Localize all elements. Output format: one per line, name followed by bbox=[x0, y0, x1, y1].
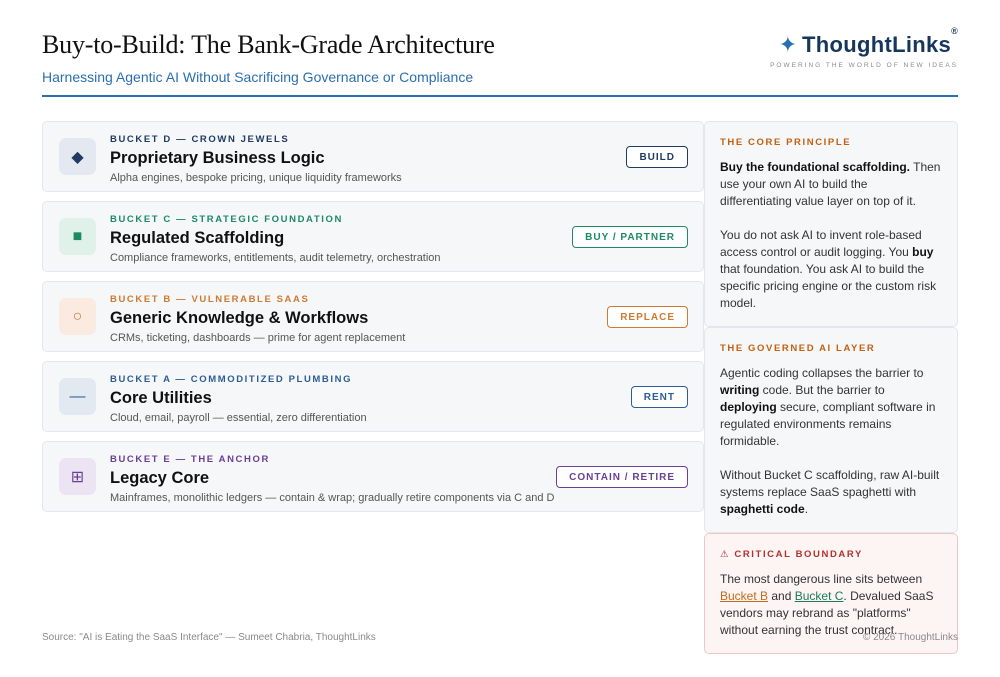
bucket-kicker: BUCKET B — VULNERABLE SAAS bbox=[110, 294, 310, 305]
dash-icon: — bbox=[59, 378, 96, 415]
rent-button[interactable]: RENT bbox=[631, 386, 688, 408]
bucket-c-card bbox=[42, 201, 704, 272]
contain-retire-button[interactable]: CONTAIN / RETIRE bbox=[556, 466, 688, 488]
header bbox=[42, 26, 958, 96]
warning-icon: ⚠ bbox=[720, 549, 731, 560]
bucket-title: Proprietary Business Logic bbox=[110, 149, 325, 167]
bucket-d-card bbox=[42, 121, 704, 192]
bucket-title: Generic Knowledge & Workflows bbox=[110, 309, 369, 327]
page-subtitle: Harnessing Agentic AI Without Sacrificing Governance or Compliance bbox=[42, 69, 474, 85]
header-divider bbox=[42, 95, 958, 97]
bucket-a-card bbox=[42, 361, 704, 432]
bucket-description: Compliance frameworks, entitlements, audit telemetry, orchestration bbox=[110, 252, 441, 264]
replace-button[interactable]: REPLACE bbox=[607, 306, 688, 328]
bucket-description: Mainframes, monolithic ledgers — contain & wrap; gradually retire components via C and D bbox=[110, 492, 555, 504]
bucket-b-link[interactable]: Bucket B bbox=[720, 589, 769, 603]
grid-icon: ⊞ bbox=[59, 458, 96, 495]
brand-logo bbox=[770, 26, 958, 69]
page-title: Buy-to-Build: The Bank-Grade Architecture bbox=[42, 30, 495, 59]
build-button[interactable]: BUILD bbox=[626, 146, 688, 168]
bucket-title: Regulated Scaffolding bbox=[110, 229, 285, 247]
copyright: © 2026 ThoughtLinks bbox=[862, 632, 958, 643]
bucket-kicker: BUCKET E — THE ANCHOR bbox=[110, 454, 270, 465]
panel-kicker: ⚠ CRITICAL BOUNDARY bbox=[720, 549, 863, 560]
source-note: Source: "AI is Eating the SaaS Interface" — Sumeet Chabria, ThoughtLinks bbox=[42, 632, 376, 643]
brand-name: ThoughtLinks® bbox=[802, 26, 958, 57]
bucket-description: Alpha engines, bespoke pricing, unique liquidity frameworks bbox=[110, 172, 402, 184]
bucket-title: Core Utilities bbox=[110, 389, 212, 407]
bucket-list bbox=[42, 121, 704, 521]
footer bbox=[42, 632, 958, 643]
brand-tagline: POWERING THE WORLD OF NEW IDEAS bbox=[770, 62, 958, 69]
panel-body: Buy the foundational scaffolding. Then use your own AI to build the differentiating value layer on top of it. You do not ask AI to invent role-based access control or audit logging. You buy that foundation. You ask AI to build the specific pricing engine or the custom risk model. bbox=[720, 160, 941, 310]
circle-icon: ○ bbox=[59, 298, 96, 335]
bucket-description: Cloud, email, payroll — essential, zero differentiation bbox=[110, 412, 367, 424]
sidebar bbox=[704, 121, 958, 654]
bucket-kicker: BUCKET A — COMMODITIZED PLUMBING bbox=[110, 374, 353, 385]
diamond-icon: ◆ bbox=[59, 138, 96, 175]
panel-body: Agentic coding collapses the barrier to writing code. But the barrier to deploying secure, compliant software in regulated environments remains formidable. Without Bucket C scaffolding, raw AI-built systems replace SaaS spaghetti with spaghetti code. bbox=[720, 366, 940, 516]
square-icon: ■ bbox=[59, 218, 96, 255]
bucket-b-card bbox=[42, 281, 704, 352]
bucket-kicker: BUCKET C — STRATEGIC FOUNDATION bbox=[110, 214, 343, 225]
buy-partner-button[interactable]: BUY / PARTNER bbox=[572, 226, 688, 248]
panel-body: The most dangerous line sits between Bucket B and Bucket C. Devalued SaaS vendors may rebrand as "platforms" without earning the trust contract. bbox=[720, 572, 934, 637]
bucket-c-link[interactable]: Bucket C bbox=[794, 589, 844, 603]
governed-ai-panel bbox=[704, 327, 958, 533]
bucket-title: Legacy Core bbox=[110, 469, 210, 487]
bucket-description: CRMs, ticketing, dashboards — prime for agent replacement bbox=[110, 332, 406, 344]
core-principle-panel bbox=[704, 121, 958, 327]
bucket-e-card bbox=[42, 441, 704, 512]
bucket-kicker: BUCKET D — CROWN JEWELS bbox=[110, 134, 290, 145]
star-icon: ✦ bbox=[778, 32, 798, 57]
panel-kicker: THE CORE PRINCIPLE bbox=[720, 137, 852, 148]
panel-kicker: THE GOVERNED AI LAYER bbox=[720, 343, 876, 354]
